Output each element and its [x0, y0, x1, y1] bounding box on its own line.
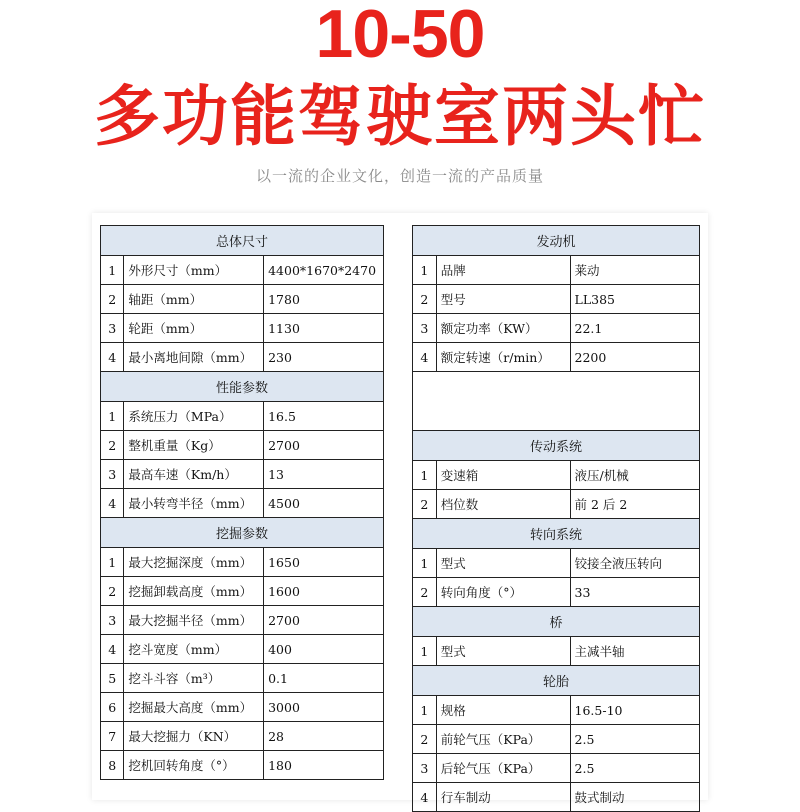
section-header-row [101, 226, 384, 256]
table-row [413, 578, 700, 607]
spec-name: 型号 [436, 285, 570, 314]
spec-name: 转向角度（°） [436, 578, 570, 607]
table-row [413, 343, 700, 372]
spec-value: 16.5 [264, 402, 384, 431]
row-index: 1 [413, 461, 437, 490]
row-index: 2 [413, 578, 437, 607]
spec-name: 整机重量（Kg） [124, 431, 264, 460]
section-header-row [413, 607, 700, 637]
table-row [101, 635, 384, 664]
table-row [413, 490, 700, 519]
table-row [101, 664, 384, 693]
spec-value: 4500 [264, 489, 384, 518]
left-spec-table [100, 225, 384, 780]
spec-name: 挖掘最大高度（mm） [124, 693, 264, 722]
row-index: 3 [101, 314, 124, 343]
row-index: 2 [101, 577, 124, 606]
slogan: 以一流的企业文化，创造一流的产品质量 [255, 167, 544, 185]
spec-value: 鼓式制动 [570, 783, 699, 812]
row-index: 4 [413, 783, 437, 812]
spec-name: 轴距（mm） [124, 285, 264, 314]
spec-name: 档位数 [436, 490, 570, 519]
spec-value: 2.5 [570, 754, 699, 783]
row-index: 2 [101, 285, 124, 314]
spec-value: 28 [264, 722, 384, 751]
spec-name: 行车制动 [436, 783, 570, 812]
spec-value: 3000 [264, 693, 384, 722]
section-title: 传动系统 [413, 431, 700, 461]
spec-value: 1600 [264, 577, 384, 606]
table-row [413, 461, 700, 490]
spec-value: 2.5 [570, 725, 699, 754]
spec-name: 最小离地间隙（mm） [124, 343, 264, 372]
spec-value: 前 2 后 2 [570, 490, 699, 519]
spec-name: 最大挖掘半径（mm） [124, 606, 264, 635]
section-title: 总体尺寸 [101, 226, 384, 256]
section-header-row [413, 431, 700, 461]
spec-name: 品牌 [436, 256, 570, 285]
table-row [413, 783, 700, 812]
section-title: 轮胎 [413, 666, 700, 696]
spec-name: 挖机回转角度（°） [124, 751, 264, 780]
spec-value: 2700 [264, 431, 384, 460]
spec-name: 规格 [436, 696, 570, 725]
spec-value: 4400*1670*2470 [264, 256, 384, 285]
row-index: 6 [101, 693, 124, 722]
row-index: 2 [101, 431, 124, 460]
spec-value: 400 [264, 635, 384, 664]
row-index: 4 [413, 343, 437, 372]
spec-value: LL385 [570, 285, 699, 314]
row-index: 1 [101, 548, 124, 577]
spec-name: 外形尺寸（mm） [124, 256, 264, 285]
row-index: 3 [413, 314, 437, 343]
section-header-row [101, 372, 384, 402]
spec-name: 变速箱 [436, 461, 570, 490]
table-row [101, 577, 384, 606]
table-row [101, 693, 384, 722]
spec-value: 180 [264, 751, 384, 780]
table-row [101, 606, 384, 635]
section-title: 转向系统 [413, 519, 700, 549]
spec-value: 230 [264, 343, 384, 372]
spec-value: 主减半轴 [570, 637, 699, 666]
spec-value: 液压/机械 [570, 461, 699, 490]
table-row [101, 256, 384, 285]
spec-value: 莱动 [570, 256, 699, 285]
row-index: 8 [101, 751, 124, 780]
title-number: 10-50 [315, 0, 485, 72]
section-header-row [413, 666, 700, 696]
left-spec-column [100, 225, 384, 780]
table-row [413, 696, 700, 725]
blank-cell [413, 372, 700, 431]
right-spec-column [412, 225, 700, 812]
spec-name: 最小转弯半径（mm） [124, 489, 264, 518]
row-index: 3 [101, 460, 124, 489]
table-row [101, 431, 384, 460]
spec-name: 型式 [436, 549, 570, 578]
spec-value: 22.1 [570, 314, 699, 343]
table-row [101, 402, 384, 431]
row-index: 1 [413, 637, 437, 666]
spec-value: 0.1 [264, 664, 384, 693]
spec-name: 挖斗斗容（m³） [124, 664, 264, 693]
spec-name: 系统压力（MPa） [124, 402, 264, 431]
row-index: 1 [101, 256, 124, 285]
spec-value: 16.5-10 [570, 696, 699, 725]
spec-name: 额定功率（KW） [436, 314, 570, 343]
table-row [101, 314, 384, 343]
row-index: 7 [101, 722, 124, 751]
spec-name: 型式 [436, 637, 570, 666]
table-row [413, 256, 700, 285]
table-row [101, 460, 384, 489]
table-row [101, 343, 384, 372]
spec-name: 最大挖掘力（KN） [124, 722, 264, 751]
row-index: 4 [101, 489, 124, 518]
section-title: 桥 [413, 607, 700, 637]
page-title: 多功能驾驶室两头忙 [94, 78, 706, 155]
spec-value: 1780 [264, 285, 384, 314]
table-row [101, 285, 384, 314]
spec-name: 额定转速（r/min） [436, 343, 570, 372]
spec-name: 最大挖掘深度（mm） [124, 548, 264, 577]
row-index: 5 [101, 664, 124, 693]
spec-name: 最高车速（Km/h） [124, 460, 264, 489]
spec-value: 2200 [570, 343, 699, 372]
spec-sheet [92, 213, 708, 805]
row-index: 3 [101, 606, 124, 635]
table-row [413, 314, 700, 343]
table-row [101, 489, 384, 518]
spec-name: 轮距（mm） [124, 314, 264, 343]
spec-name: 后轮气压（KPa） [436, 754, 570, 783]
spec-name: 挖掘卸载高度（mm） [124, 577, 264, 606]
row-index: 1 [413, 256, 437, 285]
row-index: 2 [413, 285, 437, 314]
row-index: 2 [413, 490, 437, 519]
row-index: 1 [101, 402, 124, 431]
spec-value: 1130 [264, 314, 384, 343]
table-row [413, 285, 700, 314]
row-index: 1 [413, 696, 437, 725]
spec-value: 33 [570, 578, 699, 607]
section-title: 挖掘参数 [101, 518, 384, 548]
spec-name: 前轮气压（KPa） [436, 725, 570, 754]
row-index: 2 [413, 725, 437, 754]
table-row [413, 754, 700, 783]
row-index: 4 [101, 343, 124, 372]
section-header-row [413, 519, 700, 549]
spec-name: 挖斗宽度（mm） [124, 635, 264, 664]
row-index: 1 [413, 549, 437, 578]
spec-value: 13 [264, 460, 384, 489]
spec-value: 铰接全液压转向 [570, 549, 699, 578]
spec-value: 1650 [264, 548, 384, 577]
section-header-row [101, 518, 384, 548]
section-title: 发动机 [413, 226, 700, 256]
table-row [413, 725, 700, 754]
section-header-row [413, 226, 700, 256]
table-row [101, 722, 384, 751]
table-row [413, 637, 700, 666]
table-row [101, 548, 384, 577]
table-row [101, 751, 384, 780]
blank-row [413, 372, 700, 431]
row-index: 4 [101, 635, 124, 664]
section-title: 性能参数 [101, 372, 384, 402]
right-spec-table [412, 225, 700, 812]
header [0, 0, 800, 215]
row-index: 3 [413, 754, 437, 783]
spec-value: 2700 [264, 606, 384, 635]
table-row [413, 549, 700, 578]
